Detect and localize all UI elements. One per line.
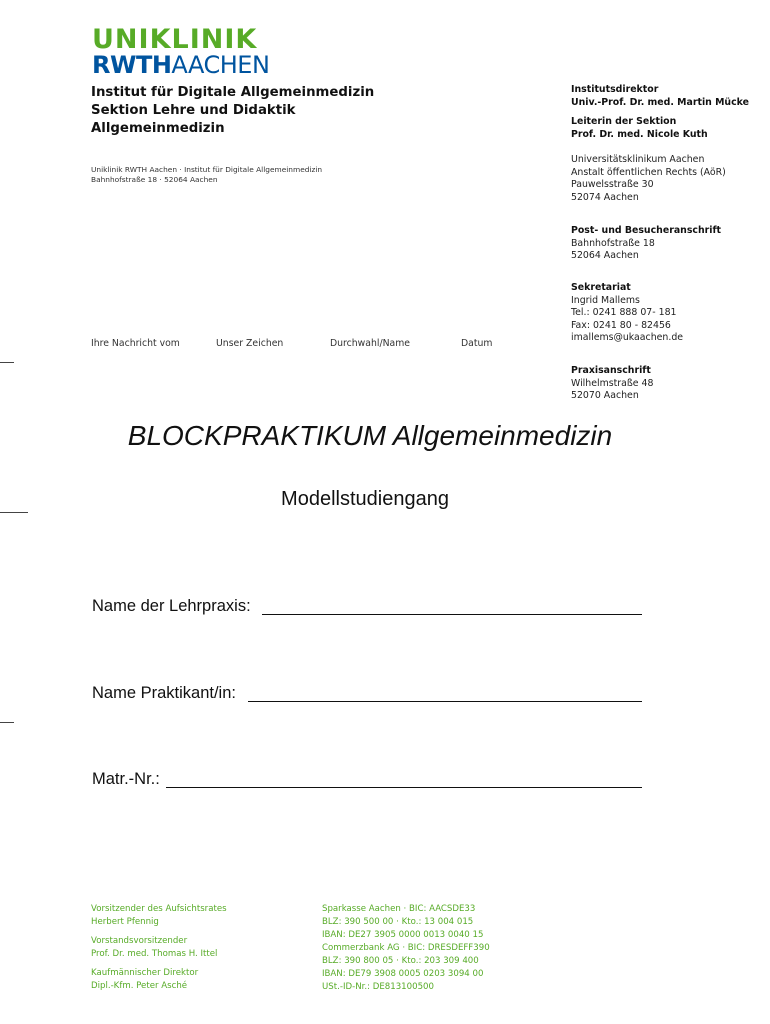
footer-management (91, 903, 227, 993)
sender-line: Bahnhofstraße 18 · 52064 Aachen (91, 174, 218, 184)
footer-bank (322, 903, 490, 994)
bank-line: BLZ: 390 500 00 · Kto.: 13 004 015 (322, 917, 474, 927)
commercial-name: Dipl.-Kfm. Peter Asché (91, 981, 188, 991)
practice-address-block (571, 365, 653, 403)
supervisory-name: Herbert Pfennig (91, 917, 159, 927)
document-subtitle: Modellstudiengang (281, 488, 449, 510)
director-name: Univ.-Prof. Dr. med. Martin Mücke (571, 96, 749, 108)
field-student-line[interactable] (248, 701, 642, 702)
logo-rwth-aachen (92, 53, 269, 77)
director-heading: Institutsdirektor (571, 84, 659, 95)
sender-line: Uniklinik RWTH Aachen · Institut für Digitale Allgemeinmedizin (91, 165, 323, 174)
secretariat-tel: Tel.: 0241 888 07- 181 (571, 307, 677, 318)
document-title: BLOCKPRAKTIKUM Allgemeinmedizin (127, 420, 613, 451)
logo-uniklinik: UNIKLINIK (92, 24, 258, 55)
ref-your-message: Ihre Nachricht vom (91, 338, 180, 349)
section-head-name: Prof. Dr. med. Nicole Kuth (571, 128, 708, 140)
secretariat-heading: Sekretariat (571, 282, 631, 293)
secretariat-email[interactable]: imallems@ukaachen.de (571, 332, 684, 343)
punch-mark (0, 512, 28, 513)
institute-line: Institut für Digitale Allgemeinmedizin (91, 85, 375, 100)
commercial-heading: Kaufmännischer Direktor (91, 968, 199, 978)
practice-heading: Praxisanschrift (571, 365, 651, 376)
section-head-block (571, 116, 708, 141)
institute-name (91, 84, 374, 138)
sender-address (91, 165, 322, 184)
field-matr-label: Matr.-Nr.: (92, 770, 160, 788)
board-name: Prof. Dr. med. Thomas H. Ittel (91, 949, 218, 959)
logo-aachen: AACHEN (171, 51, 270, 79)
fold-mark (0, 722, 14, 723)
fold-mark (0, 362, 14, 363)
ref-date: Datum (461, 338, 493, 349)
field-matr-line[interactable] (166, 787, 642, 788)
hospital-line: Pauwelsstraße 30 (571, 179, 654, 190)
hospital-block (571, 154, 726, 204)
practice-line: Wilhelmstraße 48 (571, 377, 654, 389)
institute-line: Allgemeinmedizin (91, 121, 225, 136)
bank-line: Sparkasse Aachen · BIC: AACSDE33 (322, 904, 476, 914)
bank-line: Commerzbank AG · BIC: DRESDEFF390 (322, 943, 490, 953)
bank-line: BLZ: 390 800 05 · Kto.: 203 309 400 (322, 956, 479, 966)
bank-line: USt.-ID-Nr.: DE813100500 (322, 982, 434, 992)
logo-rwth: RWTH (92, 51, 172, 79)
ref-our-reference: Unser Zeichen (216, 338, 284, 349)
hospital-line: Anstalt öffentlichen Rechts (AöR) (571, 166, 726, 178)
board-heading: Vorstandsvorsitzender (91, 936, 188, 946)
post-line: 52064 Aachen (571, 250, 639, 261)
bank-line: IBAN: DE79 3908 0005 0203 3094 00 (322, 969, 484, 979)
director-block (571, 84, 749, 109)
post-address-block (571, 225, 721, 263)
hospital-line: Universitätsklinikum Aachen (571, 154, 705, 165)
field-student-label: Name Praktikant/in: (92, 684, 236, 702)
section-heading: Leiterin der Sektion (571, 116, 677, 127)
practice-line: 52070 Aachen (571, 390, 639, 401)
bank-line: IBAN: DE27 3905 0000 0013 0040 15 (322, 930, 484, 940)
field-practice-label: Name der Lehrpraxis: (92, 597, 251, 615)
field-practice-line[interactable] (262, 614, 642, 615)
secretariat-block (571, 282, 683, 345)
post-heading: Post- und Besucheranschrift (571, 225, 722, 236)
post-line: Bahnhofstraße 18 (571, 237, 655, 249)
ref-extension: Durchwahl/Name (330, 338, 411, 349)
secretariat-fax: Fax: 0241 80 - 82456 (571, 319, 671, 331)
supervisory-heading: Vorsitzender des Aufsichtsrates (91, 904, 227, 914)
secretariat-name: Ingrid Mallems (571, 294, 640, 306)
institute-line: Sektion Lehre und Didaktik (91, 103, 296, 118)
hospital-line: 52074 Aachen (571, 191, 639, 203)
